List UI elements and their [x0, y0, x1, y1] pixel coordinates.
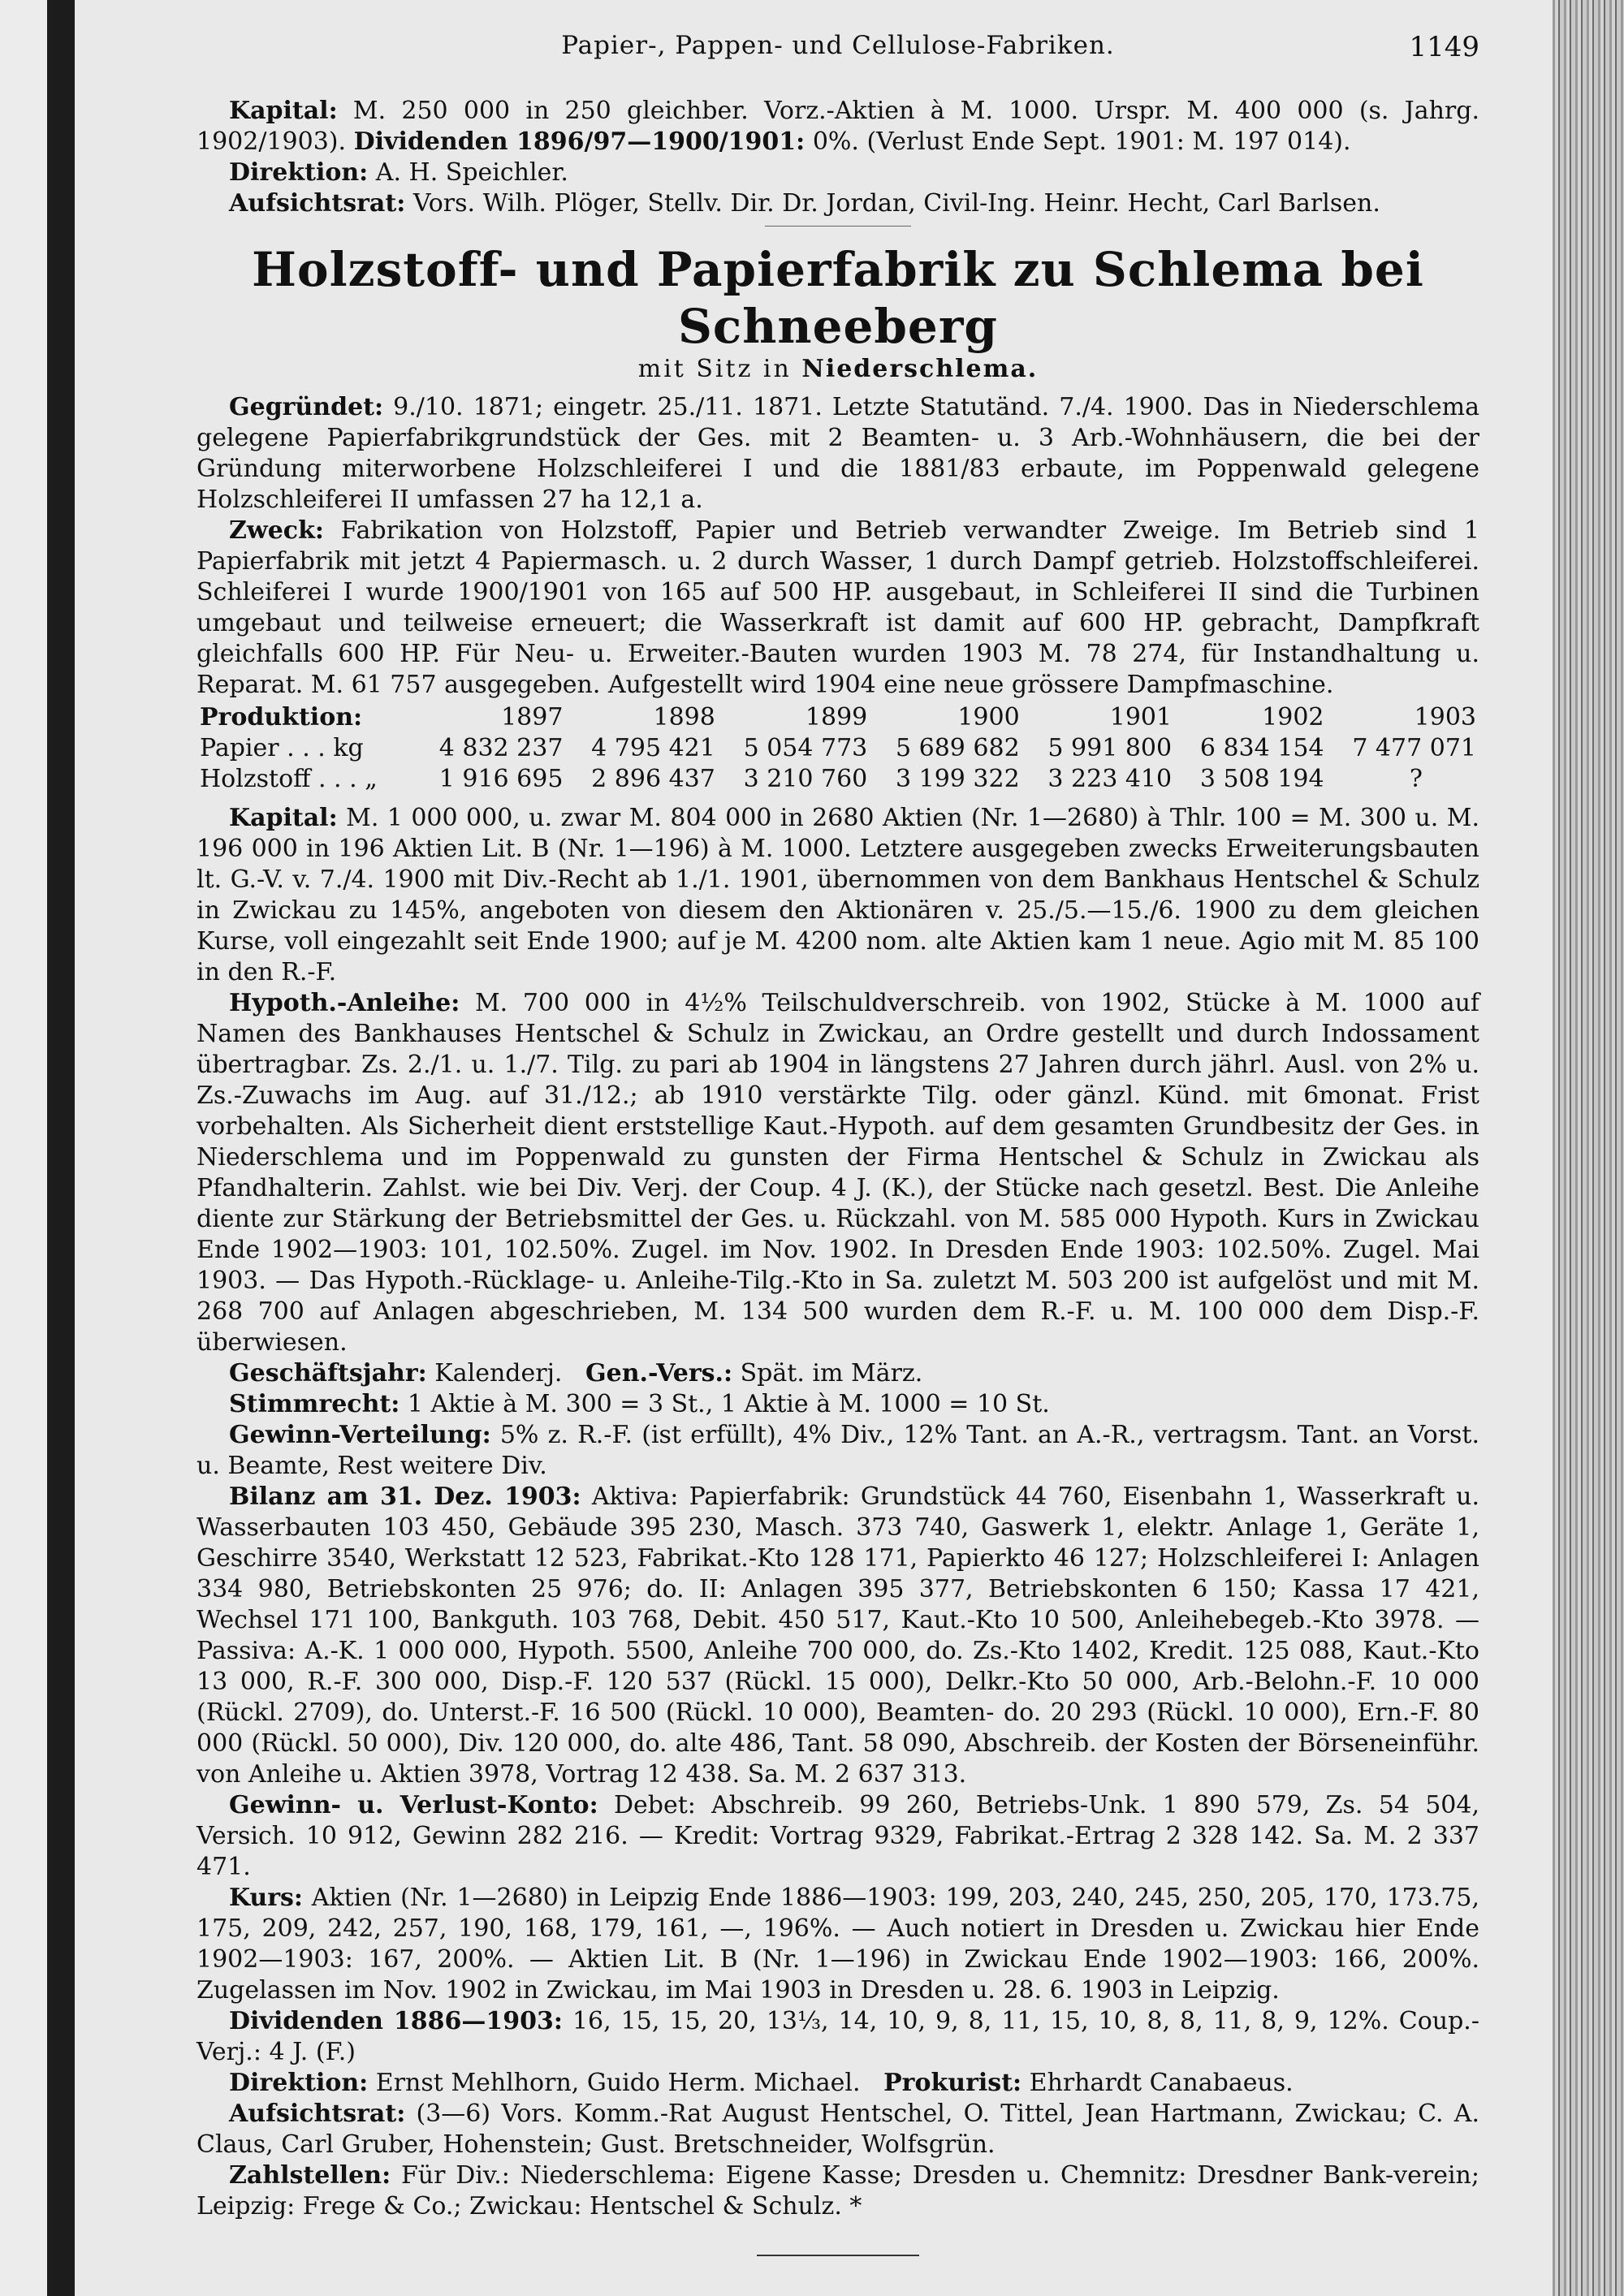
prev-kapital-label: Kapital:: [229, 97, 338, 125]
page-stack-edge: [1553, 0, 1624, 2296]
prev-dividenden-text: 0%. (Verlust Ende Sept. 1901: M. 197 014).: [812, 127, 1351, 156]
value-cell: 4 832 237: [438, 734, 564, 762]
gegruendet-text: 9./10. 1871; eingetr. 25./11. 1871. Letzte Statutänd. 7./4. 1900. Das in Niederschlema gelegene Papierfabrikgrundstück der Ges. mit 2 Beamten- u. 3 Arb.-Wohnhäusern, die bei der Gründung miterworbene Holzschleiferei I und die 1881/83 erbaute, im Poppenwald gelegene Holzschleiferei II umfassen 27 ha 12,1 a.: [197, 393, 1479, 514]
value-cell: 3 223 410: [1047, 765, 1173, 793]
prev-dividenden-label: Dividenden 1896/97—1900/1901:: [353, 127, 806, 156]
kapital-label: Kapital:: [229, 804, 338, 832]
entry-title: Holzstoff- und Papierfabrik zu Schlema bei Schneeberg: [252, 242, 1424, 354]
zweck-paragraph: [197, 516, 1479, 701]
value-cell: 5 689 682: [896, 734, 1020, 762]
kurs-text: Aktien (Nr. 1—2680) in Leipzig Ende 1886—1903: 199, 203, 240, 245, 250, 205, 170, 173.75, 175, 209, 242, 257, 190, 168, 179, 161, —, 196%. — Auch notiert in Dresden u. Zwickau hier Ende 1902—1903: 167, 200%. — Aktien Lit. B (Nr. 1—196) in Zwickau Ende 1902—1903: 166, 200%. Zugelassen im Nov. 1902 in Zwickau, im Mai 1903 in Dresden u. 28. 6. 1903 in Leipzig.: [197, 1884, 1479, 2005]
bilanz-text: Aktiva: Papierfabrik: Grundstück 44 760, Eisenbahn 1, Wasserkraft u. Wasserbauten 103 450, Gebäude 395 230, Masch. 373 740, Gaswerk 1, elektr. Anlage 1, Geräte 1, Geschirre 3540, Werkstatt 12 523, Fabrikat.-Kto 128 171, Papierkto 46 127; Holzschleiferei I: Anlagen 334 980, Betriebskonten 25 976; do. II: Anlagen 395 377, Betriebskonten 6 150; Kassa 17 421, Wechsel 171 100, Bankguth. 103 768, Debit. 450 517, Kaut.-Kto 10 500, Anleihebegeb.-Kto 3978. — Passiva: A.-K. 1 000 000, Hypoth. 5500, Anleihe 700 000, do. Zs.-Kto 1402, Kredit. 125 088, Kaut.-Kto 13 000, R.-F. 300 000, Disp.-F. 120 537 (Rückl. 15 000), Delkr.-Kto 50 000, Arb.-Belohn.-F. 10 000 (Rückl. 2709), do. Unterst.-F. 16 500 (Rückl. 10 000), Beamten- do. 20 293 (Rückl. 10 000), Ern.-F. 80 000 (Rückl. 50 000), Div. 120 000, do. alte 486, Tant. 58 090, Abschreib. der Kosten der Börseneinführ. von Anleihe u. Aktien 3978, Vortrag 12 438. Sa. M. 2 637 313.: [197, 1482, 1480, 1789]
previous-entry: [197, 96, 1479, 2256]
direktion-text: Ernst Mehlhorn, Guido Herm. Michael.: [375, 2069, 861, 2097]
bilanz-label: Bilanz am 31. Dez. 1903:: [229, 1482, 581, 1511]
value-cell: 5 991 800: [1047, 734, 1173, 762]
kurs-label: Kurs:: [229, 1884, 303, 1912]
guv-label: Gewinn- u. Verlust-Konto:: [229, 1791, 598, 1819]
value-cell: 7 477 071: [1352, 734, 1476, 762]
book-gutter: [47, 0, 75, 2296]
stimmrecht-text: 1 Aktie à M. 300 = 3 St., 1 Aktie à M. 1000 = 10 St.: [407, 1390, 1050, 1418]
prokurist-label: Prokurist:: [883, 2069, 1022, 2097]
value-cell: 2 896 437: [591, 765, 715, 793]
separator-rule: [765, 226, 911, 227]
dividenden-paragraph: [197, 2006, 1479, 2068]
year-cell: 1902: [1262, 703, 1324, 732]
prev-aufsichtsrat-text: Vors. Wilh. Plöger, Stellv. Dir. Dr. Jordan, Civil-Ing. Heinr. Hecht, Carl Barlsen.: [412, 189, 1380, 218]
zahlstellen-paragraph: [197, 2160, 1479, 2222]
guv-text: Debet: Abschreib. 99 260, Betriebs-Unk. 1 890 579, Zs. 54 504, Versich. 10 912, Gewinn 282 216. — Kredit: Vortrag 9329, Fabrikat.-Ertrag 2 328 142. Sa. M. 2 337 471.: [197, 1791, 1479, 1881]
genvers-label: Gen.-Vers.:: [585, 1359, 733, 1388]
year-cell: 1901: [1109, 703, 1173, 732]
kapital-text: M. 1 000 000, u. zwar M. 804 000 in 2680 Aktien (Nr. 1—2680) à Thlr. 100 = M. 300 u. M. 196 000 in 196 Aktien Lit. B (Nr. 1—196) à M. 1000. Letztere ausgegeben zwecks Erweiterungsbauten lt. G.-V. v. 7./4. 1900 mit Div.-Recht ab 1./1. 1901, übernommen von dem Bankhaus Hentschel & Schulz in Zwickau zu 145%, angeboten von diesem den Aktionären v. 25./5.—15./6. 1900 zu dem gleichen Kurse, voll eingezahlt seit Ende 1900; auf je M. 4200 nom. alte Aktien kam 1 neue. Agio mit M. 85 100 in den R.-F.: [197, 804, 1479, 986]
prev-kapital: [197, 96, 1479, 158]
prev-kapital-text: M. 250 000 in 250 gleichber. Vorz.-Aktien à M. 1000. Urspr. M. 400 000 (s. Jahrg. 1902/1903).: [197, 97, 1479, 156]
stimmrecht-paragraph: [197, 1389, 1479, 1420]
value-cell: 3 508 194: [1199, 765, 1324, 793]
produktion-header-row: [197, 702, 1479, 733]
zweck-label: Zweck:: [229, 516, 324, 545]
geschaeftsjahr-text: Kalenderj.: [434, 1359, 563, 1388]
geschaeftsjahr-paragraph: [197, 1358, 1479, 1389]
produktion-row-holzstoff: [197, 764, 1479, 795]
year-cell: 1899: [805, 703, 868, 732]
value-cell: 5 054 773: [743, 734, 868, 762]
direktion-paragraph: [197, 2068, 1479, 2099]
dividenden-label: Dividenden 1886—1903:: [229, 2007, 563, 2035]
value-cell: 1 916 695: [438, 765, 564, 793]
prev-aufsichtsrat: [197, 188, 1479, 219]
page-header: [197, 31, 1479, 71]
end-mark: *: [849, 2192, 862, 2220]
gewinn-verteilung-label: Gewinn-Verteilung:: [229, 1421, 491, 1449]
closing-rule: [757, 2255, 919, 2256]
value-cell: 3 199 322: [896, 765, 1020, 793]
left-page-edge: [0, 0, 47, 2296]
dividenden-text: 16, 15, 15, 20, 13⅓, 14, 10, 9, 8, 11, 15, 10, 8, 8, 11, 8, 9, 12%. Coup.-Verj.: 4 J. (F.): [197, 2007, 1479, 2066]
prev-aufsichtsrat-label: Aufsichtsrat:: [229, 189, 406, 218]
gewinn-verteilung-paragraph: [197, 1420, 1479, 1482]
prev-direktion-label: Direktion:: [229, 158, 369, 187]
year-cell: 1903: [1414, 703, 1476, 732]
zahlstellen-text: Für Div.: Niederschlema: Eigene Kasse; Dresden u. Chemnitz: Dresdner Bank-verein; Leipzig: Frege & Co.; Zwickau: Hentschel & Schulz.: [197, 2161, 1479, 2220]
hypoth-paragraph: [197, 988, 1479, 1358]
year-cell: 1898: [653, 703, 715, 732]
value-cell: ?: [1409, 765, 1423, 793]
geschaeftsjahr-label: Geschäftsjahr:: [229, 1359, 427, 1388]
kapital-paragraph: [197, 803, 1479, 988]
value-cell: 3 210 760: [743, 765, 868, 793]
row-label: Papier . . . kg: [200, 734, 364, 762]
subtitle-prefix: mit Sitz in: [637, 355, 792, 383]
gewinn-verteilung-text: 5% z. R.-F. (ist erfüllt), 4% Div., 12% Tant. an A.-R., vertragsm. Tant. an Vorst. u. Beamte, Rest weitere Div.: [197, 1421, 1479, 1480]
genvers-text: Spät. im März.: [740, 1359, 923, 1388]
prokurist-text: Ehrhardt Canabaeus.: [1029, 2069, 1294, 2097]
aufsichtsrat-text: (3—6) Vors. Komm.-Rat August Hentschel, O. Tittel, Jean Hartmann, Zwickau; C. A. Claus, Carl Gruber, Hohenstein; Gust. Bretschneider, Wolfsgrün.: [197, 2100, 1479, 2159]
value-cell: 4 795 421: [591, 734, 715, 762]
year-cell: 1900: [957, 703, 1020, 732]
book-page: [75, 0, 1553, 2296]
bilanz-paragraph: [197, 1482, 1479, 1790]
guv-paragraph: [197, 1790, 1479, 1883]
kurs-paragraph: [197, 1883, 1479, 2006]
value-cell: 6 834 154: [1199, 734, 1324, 762]
stimmrecht-label: Stimmrecht:: [229, 1390, 400, 1418]
zahlstellen-label: Zahlstellen:: [229, 2161, 391, 2190]
produktion-table: [197, 702, 1479, 795]
aufsichtsrat-paragraph: [197, 2099, 1479, 2160]
aufsichtsrat-label: Aufsichtsrat:: [229, 2100, 406, 2128]
produktion-row-papier: [197, 733, 1479, 764]
gegruendet-paragraph: [197, 392, 1479, 516]
page-number: 1149: [1409, 31, 1479, 63]
zweck-text: Fabrikation von Holzstoff, Papier und Betrieb verwandter Zweige. Im Betrieb sind 1 Papierfabrik mit jetzt 4 Papiermasch. u. 2 durch Wasser, 1 durch Dampf getrieb. Holzstoffschleiferei. Schleiferei I wurde 1900/1901 von 165 auf 500 HP. ausgebaut, in Schleiferei II sind die Turbinen umgebaut und teilweise erneuert; die Wasserkraft ist damit auf 600 HP. gebracht, Dampfkraft gleichfalls 600 HP. Für Neu- u. Erweiter.-Bauten wurden 1903 M. 78 274, für Instandhaltung u. Reparat. M. 61 757 ausgegeben. Aufgestellt wird 1904 eine neue grössere Dampfmaschine.: [197, 516, 1479, 699]
hypoth-text: M. 700 000 in 4½% Teilschuldverschreib. von 1902, Stücke à M. 1000 auf Namen des Bankhauses Hentschel & Schulz in Zwickau, an Ordre gestellt und durch Indossament übertragbar. Zs. 2./1. u. 1./7. Tilg. zu pari ab 1904 in längstens 27 Jahren durch jährl. Ausl. von 2% u. Zs.-Zuwachs im Aug. auf 31./12.; ab 1910 verstärkte Tilg. oder gänzl. Künd. mit 6monat. Frist vorbehalten. Als Sicherheit dient erststellige Kaut.-Hypoth. auf dem gesamten Grundbesitz der Ges. in Niederschlema und im Poppenwald zu gunsten der Firma Hentschel & Schulz in Zwickau als Pfandhalterin. Zahlst. wie bei Div. Verj. der Coup. 4 J. (K.), der Stücke nach gesetzl. Best. Die Anleihe diente zur Stärkung der Betriebsmittel der Ges. u. Rückzahl. von M. 585 000 Hypoth. Kurs in Zwickau Ende 1902—1903: 101, 102.50%. Zugel. im Nov. 1902. In Dresden Ende 1903: 102.50%. Zugel. Mai 1903. — Das Hypoth.-Rücklage- u. Anleihe-Tilg.-Kto in Sa. zuletzt M. 503 200 ist aufgelöst und mit M. 268 700 auf Anlagen abgeschrieben, M. 134 500 wurden dem R.-F. u. M. 100 000 dem Disp.-F. überwiesen.: [197, 989, 1479, 1357]
direktion-label: Direktion:: [229, 2069, 369, 2097]
produktion-label: Produktion:: [200, 703, 363, 732]
prev-direktion-text: A. H. Speichler.: [375, 158, 568, 187]
gegruendet-label: Gegründet:: [229, 393, 384, 421]
hypoth-label: Hypoth.-Anleihe:: [229, 989, 460, 1017]
subtitle-place: Niederschlema.: [801, 355, 1039, 383]
running-title: Papier-, Pappen- und Cellulose-Fabriken.: [561, 31, 1115, 60]
entry-subtitle: [197, 355, 1479, 384]
year-cell: 1897: [501, 703, 564, 732]
prev-direktion: [197, 158, 1479, 188]
row-label: Holzstoff . . . „: [200, 765, 378, 793]
